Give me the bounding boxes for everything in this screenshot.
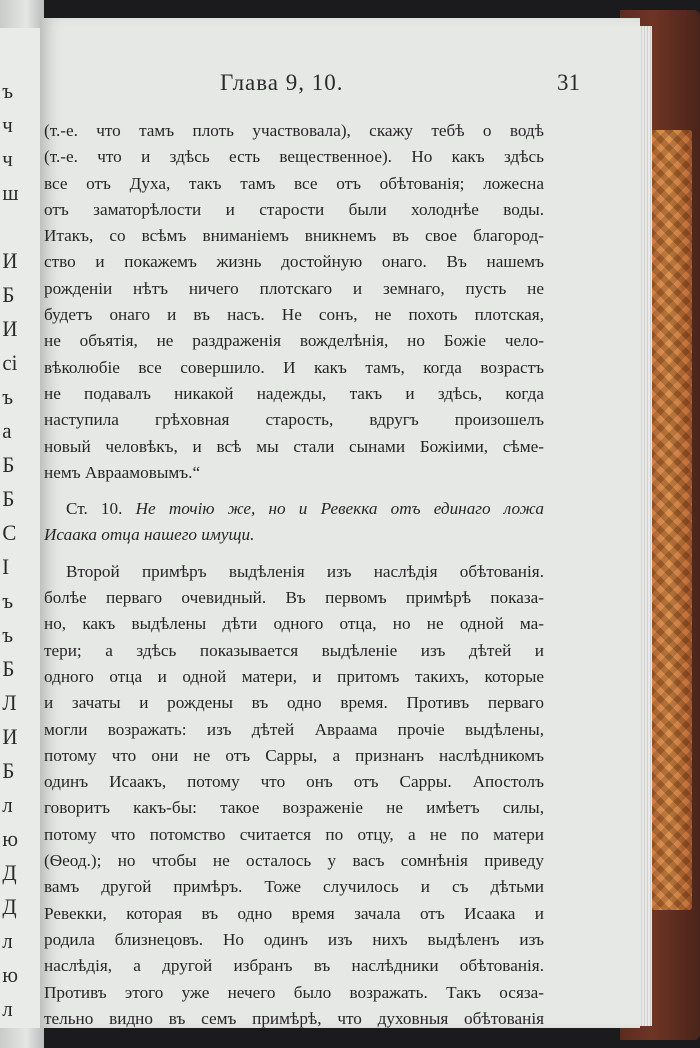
facing-page-fragment: И xyxy=(2,724,18,749)
text-line: говоритъ какъ-бы: такое возраженіе не имѣетъ силы, xyxy=(44,798,544,818)
facing-page-fragment: Д xyxy=(2,860,17,885)
facing-page-fragment: ъ xyxy=(2,78,14,103)
text-line: будетъ онаго и въ насъ. Не сонъ, не похоть плотская, xyxy=(44,305,544,325)
facing-page-fragment: И xyxy=(2,316,18,341)
text-line: все отъ Духа, такъ тамъ все отъ обѣтованія; ложесна xyxy=(44,173,544,193)
text-line: вамъ другой примѣръ. Тоже случилось и съ дѣтьми xyxy=(44,877,544,897)
verse-text: Не точію же, но и Ревекка отъ единаго ложа xyxy=(135,499,544,519)
text-line: не подавалъ никакой надежды, такъ и здѣсь, когда xyxy=(44,383,544,403)
text-line: Противъ этого уже нечего было возражать. Такъ осяза- xyxy=(44,982,544,1002)
verse-number: Ст. 10. xyxy=(66,499,123,519)
text-line: тери; а здѣсь показывается выдѣленіе изъ дѣтей и xyxy=(44,640,544,660)
facing-page-fragment: ч xyxy=(2,112,13,137)
text-line: (т.-е. что тамъ плоть участвовала), скажу тебѣ о водѣ xyxy=(44,121,544,140)
text-line: одного отца и одной матери, и притомъ такихъ, которые xyxy=(44,666,544,686)
facing-page-fragment: С xyxy=(2,520,17,545)
body-text xyxy=(44,118,544,1032)
text-line: Итакъ, со всѣмъ вниманіемъ вникнемъ въ свое благород- xyxy=(44,226,544,246)
facing-page-fragment: ш xyxy=(2,180,19,205)
text-line: (Ѳеод.); но чтобы не осталось у васъ сомнѣнія приведу xyxy=(44,851,544,871)
running-head: Глава 9, 10. xyxy=(220,70,344,95)
text-line: (т.-е. что и здѣсь есть вещественное). Но какъ здѣсь xyxy=(44,147,544,167)
page-header xyxy=(40,70,640,100)
verse-line: Исаака отца нашего имущи. xyxy=(44,525,255,545)
text-line: рожденіи нѣтъ ничего плотскаго и земнаго, пусть не xyxy=(44,278,544,298)
facing-page-fragment: л xyxy=(2,996,13,1021)
facing-page-fragment: ю xyxy=(2,826,19,851)
facing-page-fragment: Б xyxy=(2,758,15,783)
facing-page-fragment: І xyxy=(2,554,10,579)
facing-page-fragment: Б xyxy=(2,486,15,511)
paragraph-commentary-2 xyxy=(44,559,544,1032)
facing-page-fragment: л xyxy=(2,928,13,953)
facing-page-fragment: ъ xyxy=(2,384,14,409)
facing-page-fragment: ч xyxy=(2,146,13,171)
page-number: 31 xyxy=(557,70,580,95)
paragraph-commentary-1 xyxy=(44,118,544,486)
text-line: одинъ Исаакъ, потому что онъ отъ Сарры. Апостолъ xyxy=(44,772,544,792)
facing-page-fragment: Л xyxy=(2,690,17,715)
text-line: родила близнецовъ. Но одинъ изъ нихъ выдѣленъ изъ xyxy=(44,929,544,949)
book-page xyxy=(40,18,640,1028)
facing-page-fragment: а xyxy=(2,418,12,443)
text-line: ство и покажемъ жизнь достойную онаго. Въ нашемъ xyxy=(44,252,544,272)
text-line: болѣе перваго очевидный. Въ первомъ примѣрѣ показа- xyxy=(44,588,544,608)
text-line: не объятія, не раздраженія вожделѣнія, но Божіе чело- xyxy=(44,331,544,351)
facing-page-fragment: Б xyxy=(2,452,15,477)
text-line: потому что они не отъ Сарры, а признанъ наслѣдникомъ xyxy=(44,745,544,765)
text-line: и зачаты и рождены въ одно время. Противъ перваго xyxy=(44,693,544,713)
facing-page-fragment: л xyxy=(2,792,13,817)
facing-page-fragment: ъ xyxy=(2,622,14,647)
text-line: могли возражать: изъ дѣтей Авраама прочіе выдѣлены, xyxy=(44,719,544,739)
text-line: наступила грѣховная старость, вдругъ произошелъ xyxy=(44,410,544,430)
leather-spine-pattern xyxy=(646,130,692,910)
text-line: немъ Авраамовымъ.“ xyxy=(44,462,201,482)
facing-page-fragment: Б xyxy=(2,282,15,307)
facing-page-fragment: Д xyxy=(2,894,17,919)
facing-page-fragment: ю xyxy=(2,962,19,987)
verse-block xyxy=(44,496,544,549)
facing-page-fragment: ъ xyxy=(2,588,14,613)
facing-page-fragment: И xyxy=(2,248,18,273)
facing-page-fragment: сі xyxy=(2,350,18,375)
text-line: Ревекки, которая въ одно время зачала отъ Исаака и xyxy=(44,903,544,923)
left-page-margin xyxy=(0,28,40,1028)
verse-line xyxy=(44,496,544,522)
text-line: отъ заматорѣлости и старости были холоднѣе воды. xyxy=(44,199,544,219)
text-line: но, какъ выдѣлены дѣти одного отца, но не одной ма- xyxy=(44,614,544,634)
text-line: Второй примѣръ выдѣленія изъ наслѣдія обѣтованія. xyxy=(66,561,544,581)
text-line: вѣколюбіе все совершило. И какъ тамъ, когда возрастъ xyxy=(44,357,544,377)
text-line: наслѣдія, а другой избранъ въ наслѣдники обѣтованія. xyxy=(44,956,544,976)
text-line: новый человѣкъ, и всѣ мы стали сынами Божіими, сѣме- xyxy=(44,436,544,456)
text-line: тельно видно въ семъ примѣрѣ, что духовныя обѣтованія xyxy=(44,1008,544,1028)
text-line: потому что потомство считается по отцу, а не по матери xyxy=(44,824,544,844)
facing-page-fragment: Б xyxy=(2,656,15,681)
